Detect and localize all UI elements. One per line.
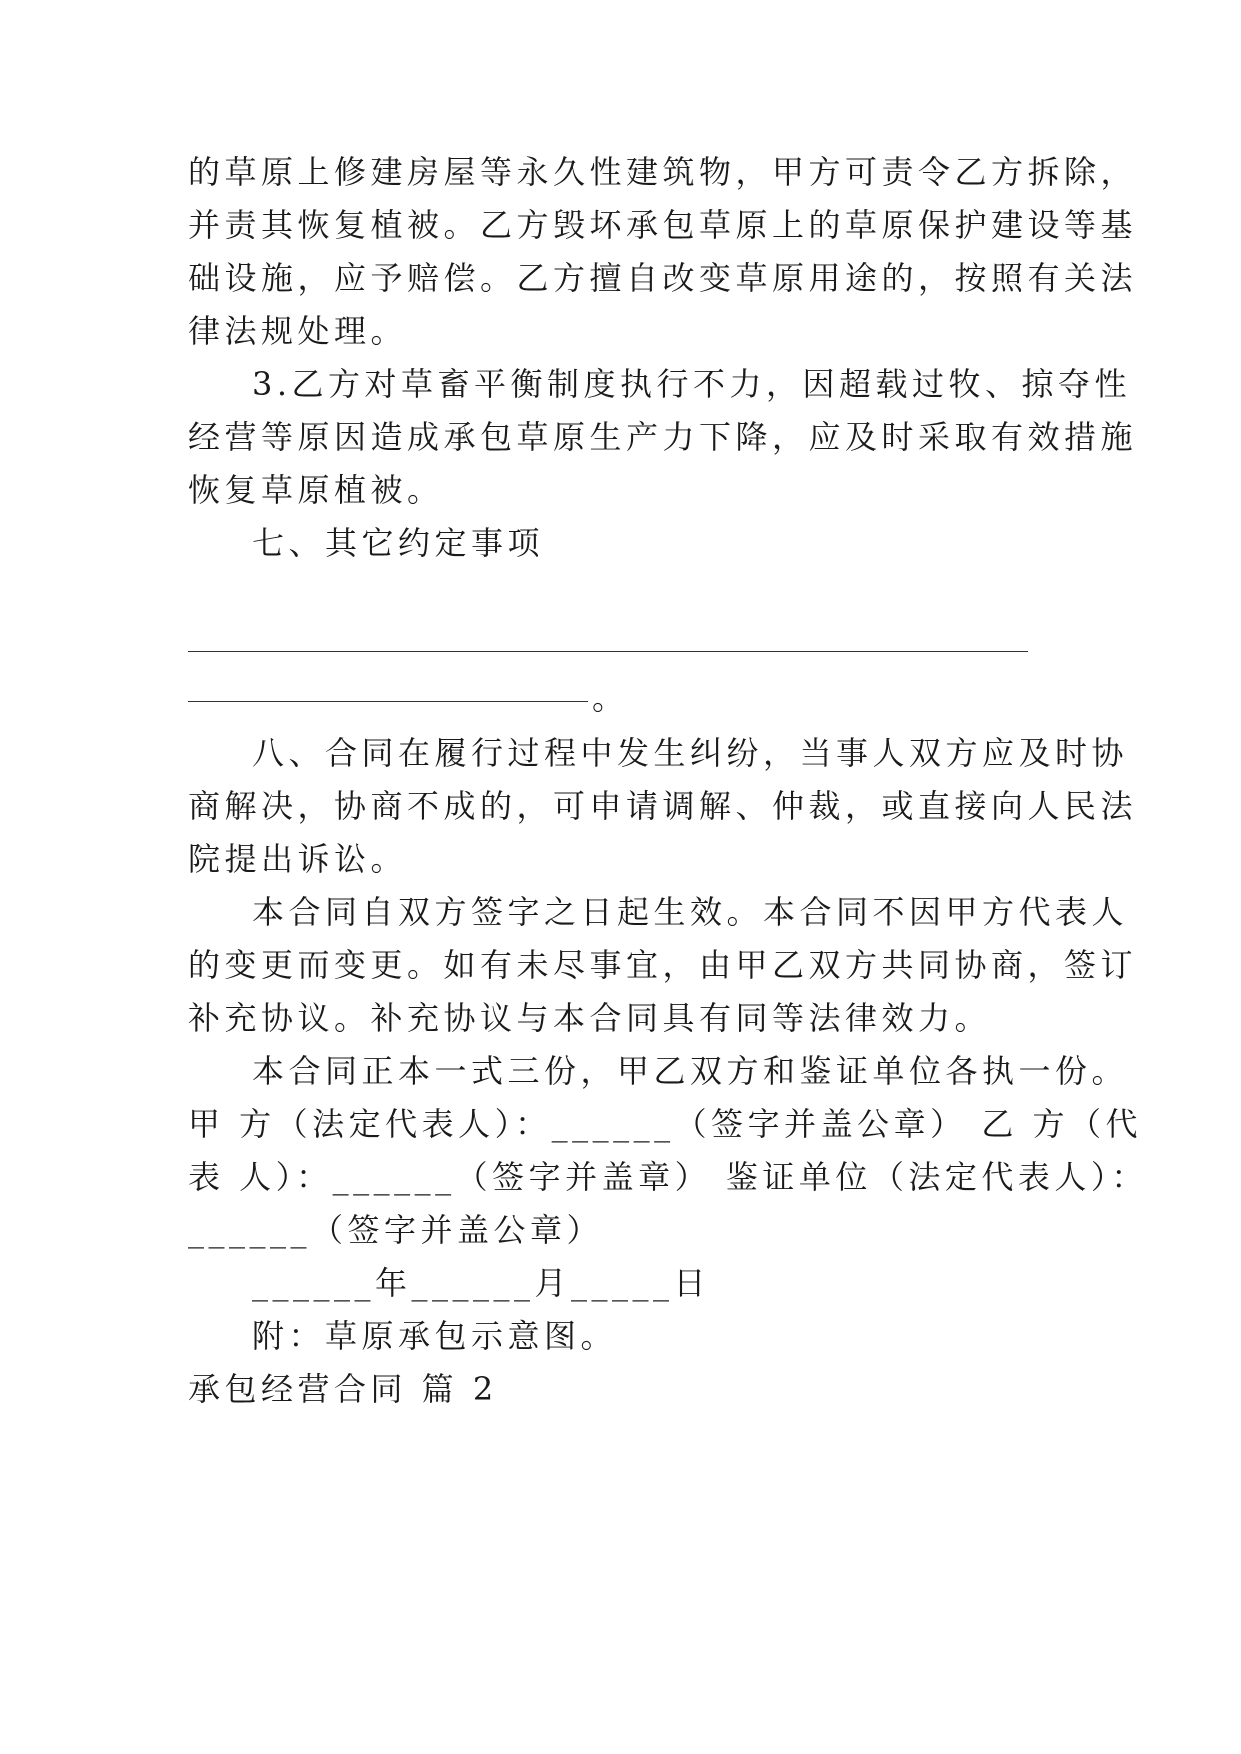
date-line: ______年______月_____日 xyxy=(252,1264,711,1302)
blank-period: 。 xyxy=(592,679,625,717)
attachment-line: 附：草原承包示意图。 xyxy=(252,1317,618,1355)
section-7-heading: 七、其它约定事项 xyxy=(252,524,545,562)
copies-line: 本合同正本一式三份，甲乙双方和鉴证单位各执一份。 xyxy=(252,1052,1129,1090)
paragraph-1-line-2: 并责其恢复植被。乙方毁坏承包草原上的草原保护建设等基 xyxy=(188,206,1138,244)
paragraph-8-line-3: 院提出诉讼。 xyxy=(188,840,408,878)
paragraph-8-line-1: 八、合同在履行过程中发生纠纷，当事人双方应及时协 xyxy=(252,734,1129,772)
signature-line-1: 甲 方（法定代表人）：______（签字并盖公章） 乙 方（代 xyxy=(188,1105,1143,1143)
signature-line-3: ______（签字并盖公章） xyxy=(188,1211,604,1249)
paragraph-1-line-4: 律法规处理。 xyxy=(188,312,408,350)
paragraph-effect-line-2: 的变更而变更。如有未尽事宜，由甲乙双方共同协商，签订 xyxy=(188,946,1138,984)
paragraph-1-line-1: 的草原上修建房屋等永久性建筑物，甲方可责令乙方拆除， xyxy=(188,153,1138,191)
paragraph-effect-line-3: 补充协议。补充协议与本合同具有同等法律效力。 xyxy=(188,999,992,1037)
paragraph-effect-line-1: 本合同自双方签字之日起生效。本合同不因甲方代表人 xyxy=(252,893,1129,931)
paragraph-2-line-1: 3.乙方对草畜平衡制度执行不力，因超载过牧、掠夺性 xyxy=(252,365,1132,403)
paragraph-2-line-3: 恢复草原植被。 xyxy=(188,471,444,509)
next-section-title: 承包经营合同 篇 2 xyxy=(188,1370,498,1408)
paragraph-2-line-2: 经营等原因造成承包草原生产力下降，应及时采取有效措施 xyxy=(188,418,1138,456)
fill-in-blank-line-1 xyxy=(188,651,1028,652)
fill-in-blank-line-2 xyxy=(188,701,588,702)
paragraph-1-line-3: 础设施，应予赔偿。乙方擅自改变草原用途的，按照有关法 xyxy=(188,259,1138,297)
paragraph-8-line-2: 商解决，协商不成的，可申请调解、仲裁，或直接向人民法 xyxy=(188,787,1138,825)
signature-line-2: 表 人）：______（签字并盖章） 鉴证单位（法定代表人）： xyxy=(188,1158,1148,1196)
